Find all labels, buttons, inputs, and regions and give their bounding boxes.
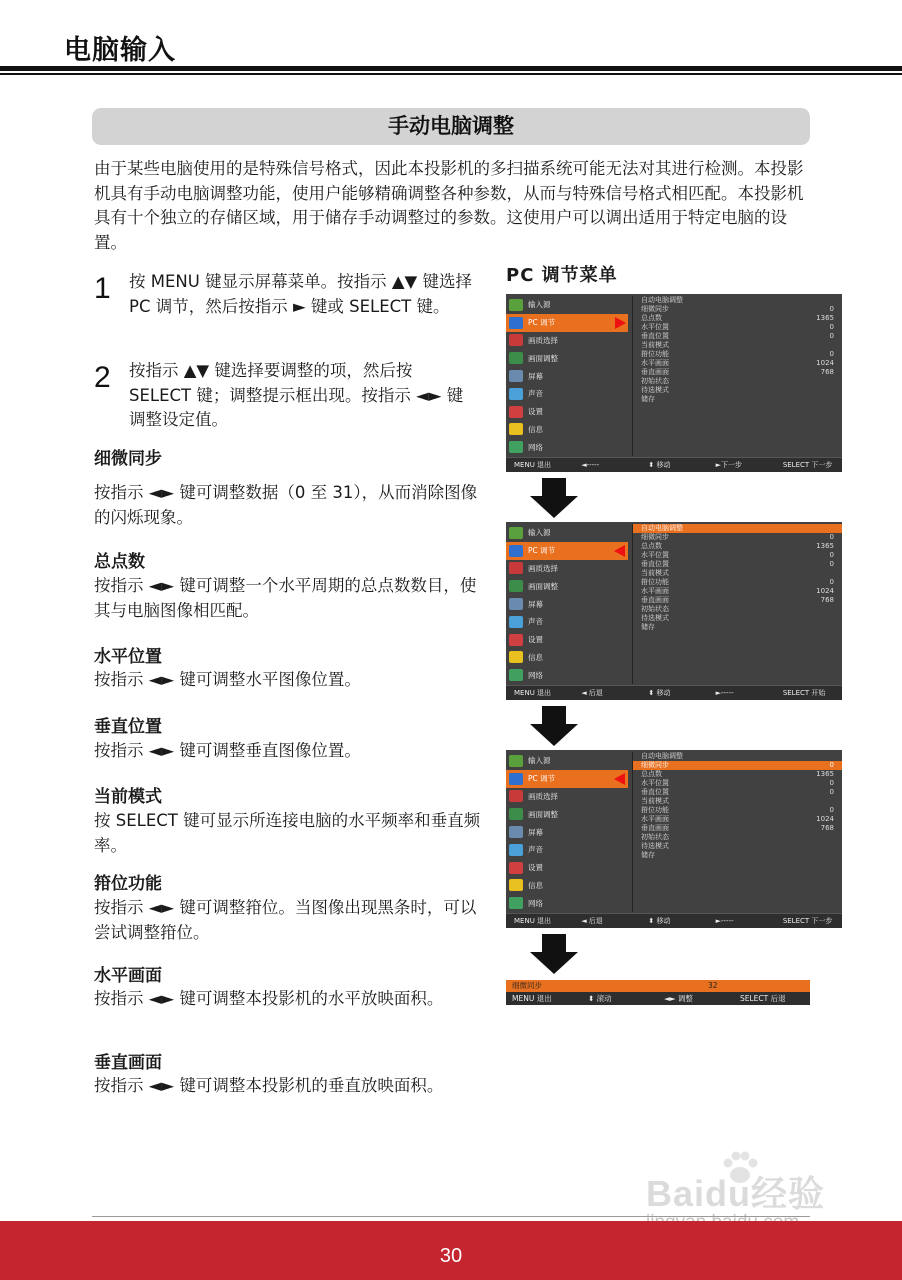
- info-icon: [509, 879, 523, 891]
- osd-submenu-row[interactable]: [633, 788, 842, 797]
- osd-submenu-row[interactable]: [633, 551, 842, 560]
- osd-menu-item[interactable]: [506, 577, 628, 595]
- osd-row-label: 水平位置: [641, 779, 669, 787]
- osd-footer-item: ◄ 后退: [581, 689, 603, 697]
- osd-row-label: 箝位功能: [641, 806, 669, 814]
- osd-row-label: 待选模式: [641, 386, 669, 394]
- osd-menu-item[interactable]: [506, 805, 628, 823]
- osd-row-label: 水平画面: [641, 359, 669, 367]
- step-text: 按 MENU 键显示屏幕菜单。按指示 ▲▼ 键选择 PC 调节，然后按指示 ► 键或 SELECT 键。: [129, 272, 472, 316]
- osd-row-value: 768: [820, 596, 834, 604]
- osd-submenu-row[interactable]: [633, 833, 842, 842]
- osd-menu-item[interactable]: [506, 877, 628, 895]
- osd-submenu-row[interactable]: [633, 323, 842, 332]
- osd-submenu-row[interactable]: [633, 596, 842, 605]
- osd-row-value: 0: [829, 332, 834, 340]
- osd-row-label: 总点数: [641, 542, 662, 550]
- osd-menu-item-label: 输入源: [528, 528, 551, 538]
- subsection-title: 水平画面: [94, 966, 162, 986]
- osd-submenu-row[interactable]: [633, 605, 842, 614]
- osd-menu-item-label: 网络: [528, 442, 543, 452]
- image-select-icon: [509, 334, 523, 346]
- osd-row-label: 总点数: [641, 314, 662, 322]
- osd-menu-item-label: 画质选择: [528, 563, 558, 573]
- osd-row-label: 自动电脑调整: [641, 752, 683, 760]
- osd-submenu-row[interactable]: [633, 524, 842, 533]
- osd-row-label: 垂直画面: [641, 824, 669, 832]
- osd-row-value: 0: [829, 323, 834, 331]
- osd-submenu-row[interactable]: [633, 560, 842, 569]
- osd-footer-item: ⬍ 移动: [648, 461, 671, 469]
- osd-menu-item[interactable]: [506, 524, 628, 542]
- subsection-body: 按指示 ◄► 键可调整垂直图像位置。: [94, 741, 361, 760]
- osd-menu-item-label: 信息: [528, 880, 543, 890]
- osd-footer-item: ⬍ 移动: [648, 689, 671, 697]
- osd-row-label: 总点数: [641, 770, 662, 778]
- osd-footer-item: SELECT 下一步: [782, 461, 833, 469]
- osd-submenu-row[interactable]: [633, 842, 842, 851]
- osd-menu-item[interactable]: [506, 367, 628, 385]
- subsection-title: 水平位置: [94, 647, 162, 667]
- network-icon: [509, 897, 523, 909]
- osd-row-label: 箝位功能: [641, 578, 669, 586]
- osd-menu-item-label: 屏幕: [528, 827, 543, 837]
- osd-submenu-row[interactable]: [633, 314, 842, 323]
- osd-menu-item-label: 设置: [528, 407, 543, 417]
- osd-menu-item-label: 设置: [528, 863, 543, 873]
- subsection-body: 按指示 ◄► 键可调整本投影机的垂直放映面积。: [94, 1076, 444, 1095]
- osd-submenu-row[interactable]: [633, 851, 842, 860]
- osd-footer: [506, 685, 842, 700]
- osd-menu-item[interactable]: [506, 332, 628, 350]
- osd-row-label: 当前模式: [641, 797, 669, 805]
- osd-menu-item[interactable]: [506, 859, 628, 877]
- adjust-value: 32: [708, 981, 718, 990]
- osd-row-label: 水平位置: [641, 323, 669, 331]
- menu-title: PC 调节菜单: [506, 265, 618, 286]
- step-1: [94, 270, 484, 340]
- osd-row-label: 储存: [641, 851, 655, 859]
- osd-submenu-row[interactable]: [633, 296, 842, 305]
- osd-menu-item[interactable]: [506, 438, 628, 456]
- osd-menu-item-label: 屏幕: [528, 371, 543, 381]
- osd-row-label: 储存: [641, 395, 655, 403]
- adjust-box: [506, 980, 810, 992]
- osd-footer-item: MENU 退出: [514, 461, 552, 469]
- image-adjust-icon: [509, 352, 523, 364]
- osd-menu-item[interactable]: [506, 349, 628, 367]
- osd-menu-3: [506, 750, 842, 928]
- osd-row-label: 水平位置: [641, 551, 669, 559]
- osd-menu-item-label: 画面调整: [528, 353, 558, 363]
- osd-menu-item-label: 网络: [528, 898, 543, 908]
- osd-row-label: 自动电脑调整: [641, 524, 683, 532]
- osd-menu-item[interactable]: [506, 788, 628, 806]
- adjust-label: 细微同步: [512, 981, 542, 990]
- osd-row-label: 垂直画面: [641, 596, 669, 604]
- subsection-body: 按 SELECT 键可显示所连接电脑的水平频率和垂直频率。: [94, 811, 481, 855]
- step-text: 按指示 ▲▼ 键选择要调整的项，然后按 SELECT 键；调整提示框出现。按指示 ◄► 键调整设定值。: [129, 361, 464, 429]
- osd-footer-item: ◄-----: [581, 461, 600, 469]
- sound-icon: [509, 844, 523, 856]
- osd-submenu-row[interactable]: [633, 578, 842, 587]
- osd-row-value: 768: [820, 368, 834, 376]
- osd-menu-item[interactable]: [506, 296, 628, 314]
- osd-row-value: 0: [829, 560, 834, 568]
- subsection-title: 箝位功能: [94, 874, 162, 894]
- osd-row-value: 1365: [816, 542, 834, 550]
- footer-rule: [92, 1216, 810, 1217]
- arrow-left-icon: [614, 545, 625, 557]
- osd-row-label: 水平画面: [641, 815, 669, 823]
- screen-icon: [509, 370, 523, 382]
- sound-icon: [509, 388, 523, 400]
- osd-footer-item: ►下一步: [715, 461, 742, 469]
- subsection-body: 按指示 ◄► 键可调整本投影机的水平放映面积。: [94, 989, 444, 1008]
- osd-submenu-row[interactable]: [633, 386, 842, 395]
- osd-menu-1: [506, 294, 842, 472]
- intro-paragraph: 由于某些电脑使用的是特殊信号格式，因此本投影机的多扫描系统可能无法对其进行检测。本投影机具有手动电脑调整功能，使用户能够精确调整各种参数，从而与特殊信号格式相匹配。本投影机具有十个独立的存储区域，用于储存手动调整过的参数。这使用户可以调出适用于特定电脑的设置。: [94, 159, 804, 252]
- info-icon: [509, 651, 523, 663]
- osd-menu-item-label: 声音: [528, 845, 543, 855]
- osd-menu-item-label: 画质选择: [528, 791, 558, 801]
- osd-row-value: 0: [829, 305, 834, 313]
- osd-submenu-row[interactable]: [633, 806, 842, 815]
- osd-submenu-row[interactable]: [633, 359, 842, 368]
- subsection-title: 总点数: [94, 552, 145, 572]
- screen-icon: [509, 598, 523, 610]
- step-number: 1: [94, 272, 111, 305]
- page-number: 30: [439, 1245, 463, 1267]
- osd-menu-item[interactable]: [506, 770, 628, 788]
- osd-row-value: 1024: [816, 587, 834, 595]
- osd-submenu-row[interactable]: [633, 305, 842, 314]
- osd-menu-item-label: 输入源: [528, 756, 551, 766]
- osd-footer-item: SELECT 下一步: [782, 917, 833, 925]
- adjust-footer-item: SELECT 后退: [740, 994, 786, 1003]
- osd-submenu-row[interactable]: [633, 350, 842, 359]
- osd-row-value: 0: [829, 788, 834, 796]
- osd-menu-item[interactable]: [506, 595, 628, 613]
- osd-submenu: [632, 296, 842, 456]
- osd-submenu-row[interactable]: [633, 761, 842, 770]
- adjust-footer: [506, 992, 810, 1005]
- osd-menu-item[interactable]: [506, 894, 628, 912]
- page-header: [0, 0, 902, 80]
- osd-row-value: 1365: [816, 314, 834, 322]
- osd-menu-item[interactable]: [506, 631, 628, 649]
- watermark: [640, 1148, 860, 1223]
- osd-side-menu: [506, 524, 628, 684]
- osd-menu-item[interactable]: [506, 314, 628, 332]
- subsection-body: 按指示 ◄► 键可调整水平图像位置。: [94, 670, 361, 689]
- osd-side-menu: [506, 752, 628, 912]
- setting-icon: [509, 634, 523, 646]
- arrow-left-icon: [614, 773, 625, 785]
- image-adjust-icon: [509, 580, 523, 592]
- step-number: 2: [94, 361, 111, 394]
- osd-footer-item: ⬍ 移动: [648, 917, 671, 925]
- osd-menu-item-label: PC 调节: [528, 318, 556, 328]
- osd-submenu-row[interactable]: [633, 614, 842, 623]
- osd-submenu-row[interactable]: [633, 587, 842, 596]
- osd-footer-item: MENU 退出: [514, 917, 552, 925]
- header-rule-thick: [0, 66, 902, 71]
- osd-row-value: 768: [820, 824, 834, 832]
- osd-side-menu: [506, 296, 628, 456]
- network-icon: [509, 669, 523, 681]
- osd-row-value: 1024: [816, 815, 834, 823]
- osd-row-label: 初始状态: [641, 377, 669, 385]
- osd-footer-item: ►-----: [715, 917, 734, 925]
- osd-row-value: 0: [829, 551, 834, 559]
- osd-footer-item: SELECT 开始: [782, 689, 826, 697]
- osd-submenu-row[interactable]: [633, 377, 842, 386]
- osd-row-value: 0: [829, 779, 834, 787]
- header-title: 电脑输入: [64, 35, 176, 66]
- osd-menu-item-label: 画面调整: [528, 809, 558, 819]
- input-icon: [509, 755, 523, 767]
- osd-menu-item[interactable]: [506, 560, 628, 578]
- osd-submenu-row[interactable]: [633, 623, 842, 632]
- osd-submenu-row[interactable]: [633, 341, 842, 350]
- osd-submenu: [632, 752, 842, 912]
- osd-submenu-row[interactable]: [633, 797, 842, 806]
- osd-submenu-row[interactable]: [633, 533, 842, 542]
- pc-adjust-icon: [509, 545, 523, 557]
- osd-row-label: 细微同步: [641, 533, 669, 541]
- screen-icon: [509, 826, 523, 838]
- osd-menu-item-label: 声音: [528, 617, 543, 627]
- osd-submenu-row[interactable]: [633, 752, 842, 761]
- osd-submenu-row[interactable]: [633, 824, 842, 833]
- down-arrow-icon: [530, 934, 578, 976]
- osd-row-label: 垂直位置: [641, 560, 669, 568]
- subsection-body: 按指示 ◄► 键可调整数据（0 至 31），从而消除图像的闪烁现象。: [94, 483, 478, 527]
- osd-menu-item-label: PC 调节: [528, 774, 556, 784]
- watermark-logo: Baidu经验: [646, 1173, 826, 1214]
- osd-menu-item[interactable]: [506, 613, 628, 631]
- osd-row-value: 1024: [816, 359, 834, 367]
- osd-menu-2: [506, 522, 842, 700]
- osd-submenu-row[interactable]: [633, 542, 842, 551]
- image-adjust-icon: [509, 808, 523, 820]
- pc-adjust-icon: [509, 317, 523, 329]
- osd-row-value: 1365: [816, 770, 834, 778]
- osd-menu-item-label: 画质选择: [528, 335, 558, 345]
- section-title: 手动电脑调整: [92, 108, 810, 145]
- osd-menu-item-label: 网络: [528, 670, 543, 680]
- osd-footer-item: ►-----: [715, 689, 734, 697]
- osd-menu-item-label: 输入源: [528, 300, 551, 310]
- osd-menu-item[interactable]: [506, 666, 628, 684]
- adjust-footer-item: ◄► 调整: [664, 994, 693, 1003]
- info-icon: [509, 423, 523, 435]
- osd-menu-item-label: 声音: [528, 389, 543, 399]
- subsection-title: 垂直位置: [94, 717, 162, 737]
- osd-menu-item[interactable]: [506, 649, 628, 667]
- osd-menu-item-label: 信息: [528, 652, 543, 662]
- osd-row-label: 初始状态: [641, 605, 669, 613]
- input-icon: [509, 527, 523, 539]
- setting-icon: [509, 862, 523, 874]
- osd-submenu-row[interactable]: [633, 368, 842, 377]
- osd-row-value: 0: [829, 761, 834, 769]
- pc-adjust-icon: [509, 773, 523, 785]
- header-rule-thin: [0, 73, 902, 75]
- arrow-right-icon: [615, 317, 626, 329]
- osd-row-label: 水平画面: [641, 587, 669, 595]
- osd-menu-item[interactable]: [506, 841, 628, 859]
- osd-menu-item-label: 画面调整: [528, 581, 558, 591]
- osd-row-label: 垂直位置: [641, 788, 669, 796]
- sound-icon: [509, 616, 523, 628]
- osd-row-label: 待选模式: [641, 614, 669, 622]
- osd-row-value: 0: [829, 578, 834, 586]
- subsection-body: 按指示 ◄► 键可调整箝位。当图像出现黑条时，可以尝试调整箝位。: [94, 898, 477, 942]
- osd-menu-item[interactable]: [506, 403, 628, 421]
- osd-row-value: 0: [829, 806, 834, 814]
- osd-row-label: 垂直位置: [641, 332, 669, 340]
- osd-footer-item: MENU 退出: [514, 689, 552, 697]
- osd-submenu: [632, 524, 842, 684]
- osd-footer: [506, 913, 842, 928]
- osd-submenu-row[interactable]: [633, 779, 842, 788]
- adjust-footer-item: ⬍ 滚动: [588, 994, 612, 1003]
- osd-row-label: 当前模式: [641, 341, 669, 349]
- osd-row-label: 待选模式: [641, 842, 669, 850]
- osd-footer-item: ◄ 后退: [581, 917, 603, 925]
- osd-row-label: 细微同步: [641, 305, 669, 313]
- osd-submenu-row[interactable]: [633, 395, 842, 404]
- osd-row-label: 垂直画面: [641, 368, 669, 376]
- image-select-icon: [509, 790, 523, 802]
- osd-row-label: 箝位功能: [641, 350, 669, 358]
- osd-menu-item-label: 信息: [528, 424, 543, 434]
- osd-row-value: 0: [829, 533, 834, 541]
- subsection-title: 垂直画面: [94, 1053, 162, 1073]
- down-arrow-icon: [530, 706, 578, 748]
- osd-row-label: 初始状态: [641, 833, 669, 841]
- osd-row-label: 细微同步: [641, 761, 669, 769]
- osd-submenu-row[interactable]: [633, 569, 842, 578]
- subsection-title: 细微同步: [94, 449, 162, 469]
- osd-menu-item[interactable]: [506, 385, 628, 403]
- step-2: [94, 359, 484, 429]
- osd-menu-item[interactable]: [506, 542, 628, 560]
- osd-submenu-row[interactable]: [633, 815, 842, 824]
- down-arrow-icon: [530, 478, 578, 520]
- osd-footer: [506, 457, 842, 472]
- osd-menu-item-label: 屏幕: [528, 599, 543, 609]
- osd-menu-item[interactable]: [506, 752, 628, 770]
- osd-submenu-row[interactable]: [633, 332, 842, 341]
- network-icon: [509, 441, 523, 453]
- subsection-body: 按指示 ◄► 键可调整一个水平周期的总点数数目，使其与电脑图像相匹配。: [94, 576, 477, 620]
- osd-menu-item-label: PC 调节: [528, 546, 556, 556]
- input-icon: [509, 299, 523, 311]
- subsection-title: 当前模式: [94, 787, 162, 807]
- osd-row-label: 当前模式: [641, 569, 669, 577]
- osd-submenu-row[interactable]: [633, 770, 842, 779]
- image-select-icon: [509, 562, 523, 574]
- osd-menu-item[interactable]: [506, 823, 628, 841]
- osd-row-label: 自动电脑调整: [641, 296, 683, 304]
- osd-menu-item[interactable]: [506, 421, 628, 439]
- osd-menu-item-label: 设置: [528, 635, 543, 645]
- osd-row-label: 储存: [641, 623, 655, 631]
- osd-row-value: 0: [829, 350, 834, 358]
- adjust-footer-item: MENU 退出: [512, 994, 552, 1003]
- setting-icon: [509, 406, 523, 418]
